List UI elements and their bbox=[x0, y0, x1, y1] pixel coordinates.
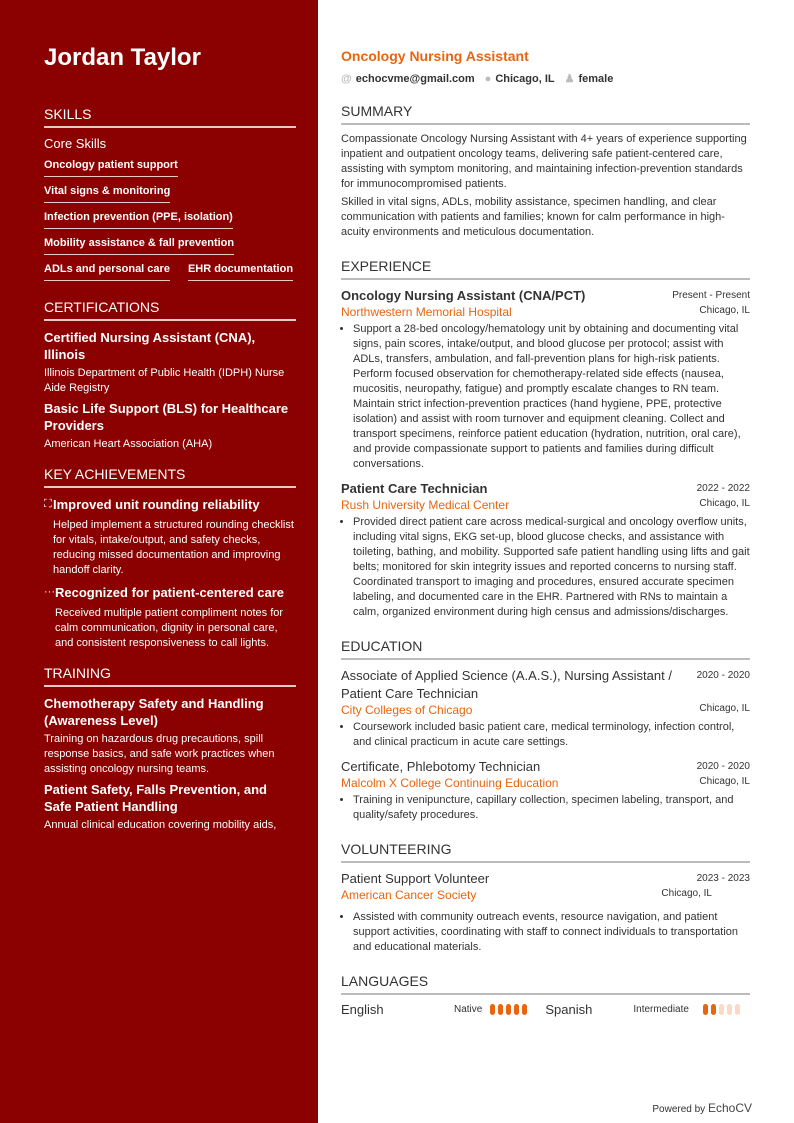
sidebar bbox=[0, 0, 318, 1123]
target-icon: ⛶ bbox=[44, 498, 52, 510]
volunteer-title: Patient Support Volunteer bbox=[341, 871, 490, 886]
language-name: Spanish bbox=[545, 1002, 593, 1017]
skill-chip: ADLs and personal care bbox=[44, 259, 170, 281]
job-location: Chicago, IL bbox=[699, 498, 750, 509]
school: City Colleges of Chicago bbox=[341, 703, 473, 717]
training-title: Chemotherapy Safety and Handling (Awareness Level) bbox=[44, 696, 264, 728]
main-content bbox=[341, 48, 750, 1017]
languages-heading: LANGUAGES bbox=[341, 973, 750, 995]
at-icon: @ bbox=[341, 72, 352, 85]
candidate-name: Jordan Taylor bbox=[44, 44, 201, 71]
school: Malcolm X College Continuing Education bbox=[341, 776, 559, 790]
employer: Rush University Medical Center bbox=[341, 498, 510, 512]
summary-paragraph: Compassionate Oncology Nursing Assistant with 4+ years of experience supporting inpatient and outpatient oncology teams, delivering safe patient-centered care, assisting with symptom monitoring, and maintaining infection-prevention standards for immunocompromised patients. bbox=[341, 133, 747, 190]
gender: female bbox=[578, 73, 614, 85]
skill-chip: Oncology patient support bbox=[44, 155, 178, 177]
cert-title: Basic Life Support (BLS) for Healthcare Providers bbox=[44, 401, 289, 433]
skills-heading: SKILLS bbox=[44, 106, 296, 128]
summary-heading: SUMMARY bbox=[341, 103, 750, 125]
education-heading: EDUCATION bbox=[341, 638, 750, 660]
edu-dates: 2020 - 2020 bbox=[696, 670, 750, 681]
experience-heading: EXPERIENCE bbox=[341, 258, 750, 280]
cert-issuer: American Heart Association (AHA) bbox=[44, 438, 213, 450]
language-rating bbox=[490, 1004, 527, 1015]
achievement-title: Improved unit rounding reliability bbox=[53, 497, 260, 512]
job-bullet: • Provided direct patient care across medical-surgical and oncology overflow units, including vital signs, EKG set-up, blood glucose checks, and assistance with toileting, bathing, and mobility. Supported safe patient handling using lifts and gait belts; monitored for skin integrity issues and reported concerns to nursing staff. Coordinated transport to imaging and procedures, ensured accurate specimen labeling, and documented care in the EHR. Partnered with RNs to maintain a calm, organized environment during high census and admissions/discharges. bbox=[353, 515, 750, 620]
dots-icon: ··· bbox=[44, 586, 55, 598]
skills-list bbox=[44, 155, 296, 285]
employer: Northwestern Memorial Hospital bbox=[341, 305, 512, 319]
skill-chip: Infection prevention (PPE, isolation) bbox=[44, 207, 233, 229]
volunteer-location: Chicago, IL bbox=[661, 888, 712, 899]
achievements-heading: KEY ACHIEVEMENTS bbox=[44, 466, 296, 488]
volunteer-bullet: • Assisted with community outreach events, resource navigation, and patient support activities, coordinating with staff to connect individuals to transportation and educational materials. bbox=[353, 910, 750, 955]
cert-title: Certified Nursing Assistant (CNA), Illinois bbox=[44, 330, 256, 362]
training-heading: TRAINING bbox=[44, 665, 296, 687]
language-level: Native bbox=[454, 1004, 483, 1015]
achievement-item bbox=[44, 496, 296, 578]
job-location: Chicago, IL bbox=[699, 305, 750, 316]
footer-prefix: Powered by bbox=[652, 1104, 706, 1115]
job-title: Patient Care Technician bbox=[341, 481, 488, 496]
training-desc: Annual clinical education covering mobility aids, bbox=[44, 819, 277, 831]
edu-dates: 2020 - 2020 bbox=[696, 761, 750, 772]
volunteer-org: American Cancer Society bbox=[341, 888, 477, 902]
edu-location: Chicago, IL bbox=[699, 703, 750, 714]
degree-title: Associate of Applied Science (A.A.S.), Nursing Assistant / Patient Care Technician bbox=[341, 668, 672, 701]
languages-list bbox=[341, 1002, 750, 1017]
skill-chip: Vital signs & monitoring bbox=[44, 181, 170, 203]
language-rating bbox=[703, 1004, 740, 1015]
edu-location: Chicago, IL bbox=[699, 776, 750, 787]
job-bullet: • Support a 28-bed oncology/hematology unit by obtaining and documenting vital signs, pain scores, intake/output, and blood glucose per protocol; assist with ADLs, transfers, ambulation, and fall-prevention plans for high-risk patients. Perform focused observation for chemotherapy-related side effects (nausea, mucositis, neuropathy, fatigue) and promptly escalate changes to RN team. Maintain strict infection-prevention practices (hand hygiene, PPE, protective isolation) and assist with room turnover and equipment cleaning. Collect and transport specimens, reinforce patient education (hydration, nutrition, oral care), and provide compassionate support to patients and families during difficult conversations. bbox=[353, 322, 750, 472]
training-title: Patient Safety, Falls Prevention, and Safe Patient Handling bbox=[44, 782, 267, 814]
achievement-desc: Received multiple patient compliment notes for calm communication, dignity in personal care, and consistent responsiveness to call lights. bbox=[55, 607, 284, 649]
person-icon: ♟ bbox=[564, 73, 575, 85]
location-pin-icon: ● bbox=[484, 72, 492, 85]
language-name: English bbox=[341, 1002, 384, 1017]
skill-chip: Mobility assistance & fall prevention bbox=[44, 233, 234, 255]
footer bbox=[652, 1101, 752, 1115]
location: Chicago, IL bbox=[495, 72, 555, 85]
language-level: Intermediate bbox=[633, 1004, 689, 1015]
training-desc: Training on hazardous drug precautions, spill response basics, and safe work practices when assisting oncology nursing teams. bbox=[44, 733, 275, 775]
email: echocvme@gmail.com bbox=[355, 72, 475, 85]
job-role: Oncology Nursing Assistant bbox=[341, 48, 529, 64]
volunteering-heading: VOLUNTEERING bbox=[341, 841, 750, 863]
achievement-desc: Helped implement a structured rounding checklist for vitals, intake/output, and safety checks, reducing missed documentation and improving handoff clarity. bbox=[53, 519, 294, 576]
brand: EchoCV bbox=[707, 1101, 752, 1115]
job-title: Oncology Nursing Assistant (CNA/PCT) bbox=[341, 288, 586, 303]
achievement-item bbox=[44, 584, 296, 651]
summary-paragraph: Skilled in vital signs, ADLs, mobility assistance, specimen handling, and clear communication with patients and families; known for calm performance in high-acuity environments and meticulous documentation. bbox=[341, 196, 725, 238]
edu-bullet: • Coursework included basic patient care, medical terminology, infection control, and clinical practicum in acute care settings. bbox=[353, 720, 750, 750]
cert-issuer: Illinois Department of Public Health (IDPH) Nurse Aide Registry bbox=[44, 367, 285, 394]
degree-title: Certificate, Phlebotomy Technician bbox=[341, 759, 541, 774]
skill-chip: EHR documentation bbox=[188, 259, 293, 281]
job-dates: Present - Present bbox=[672, 290, 750, 301]
edu-bullet: • Training in venipuncture, capillary collection, specimen labeling, transport, and quality/safety procedures. bbox=[353, 793, 750, 823]
achievement-title: Recognized for patient-centered care bbox=[55, 585, 284, 600]
certifications-heading: CERTIFICATIONS bbox=[44, 299, 296, 321]
volunteer-dates: 2023 - 2023 bbox=[696, 873, 750, 884]
skills-title: Core Skills bbox=[44, 136, 107, 151]
job-dates: 2022 - 2022 bbox=[696, 483, 750, 494]
contact-bar bbox=[341, 72, 750, 85]
